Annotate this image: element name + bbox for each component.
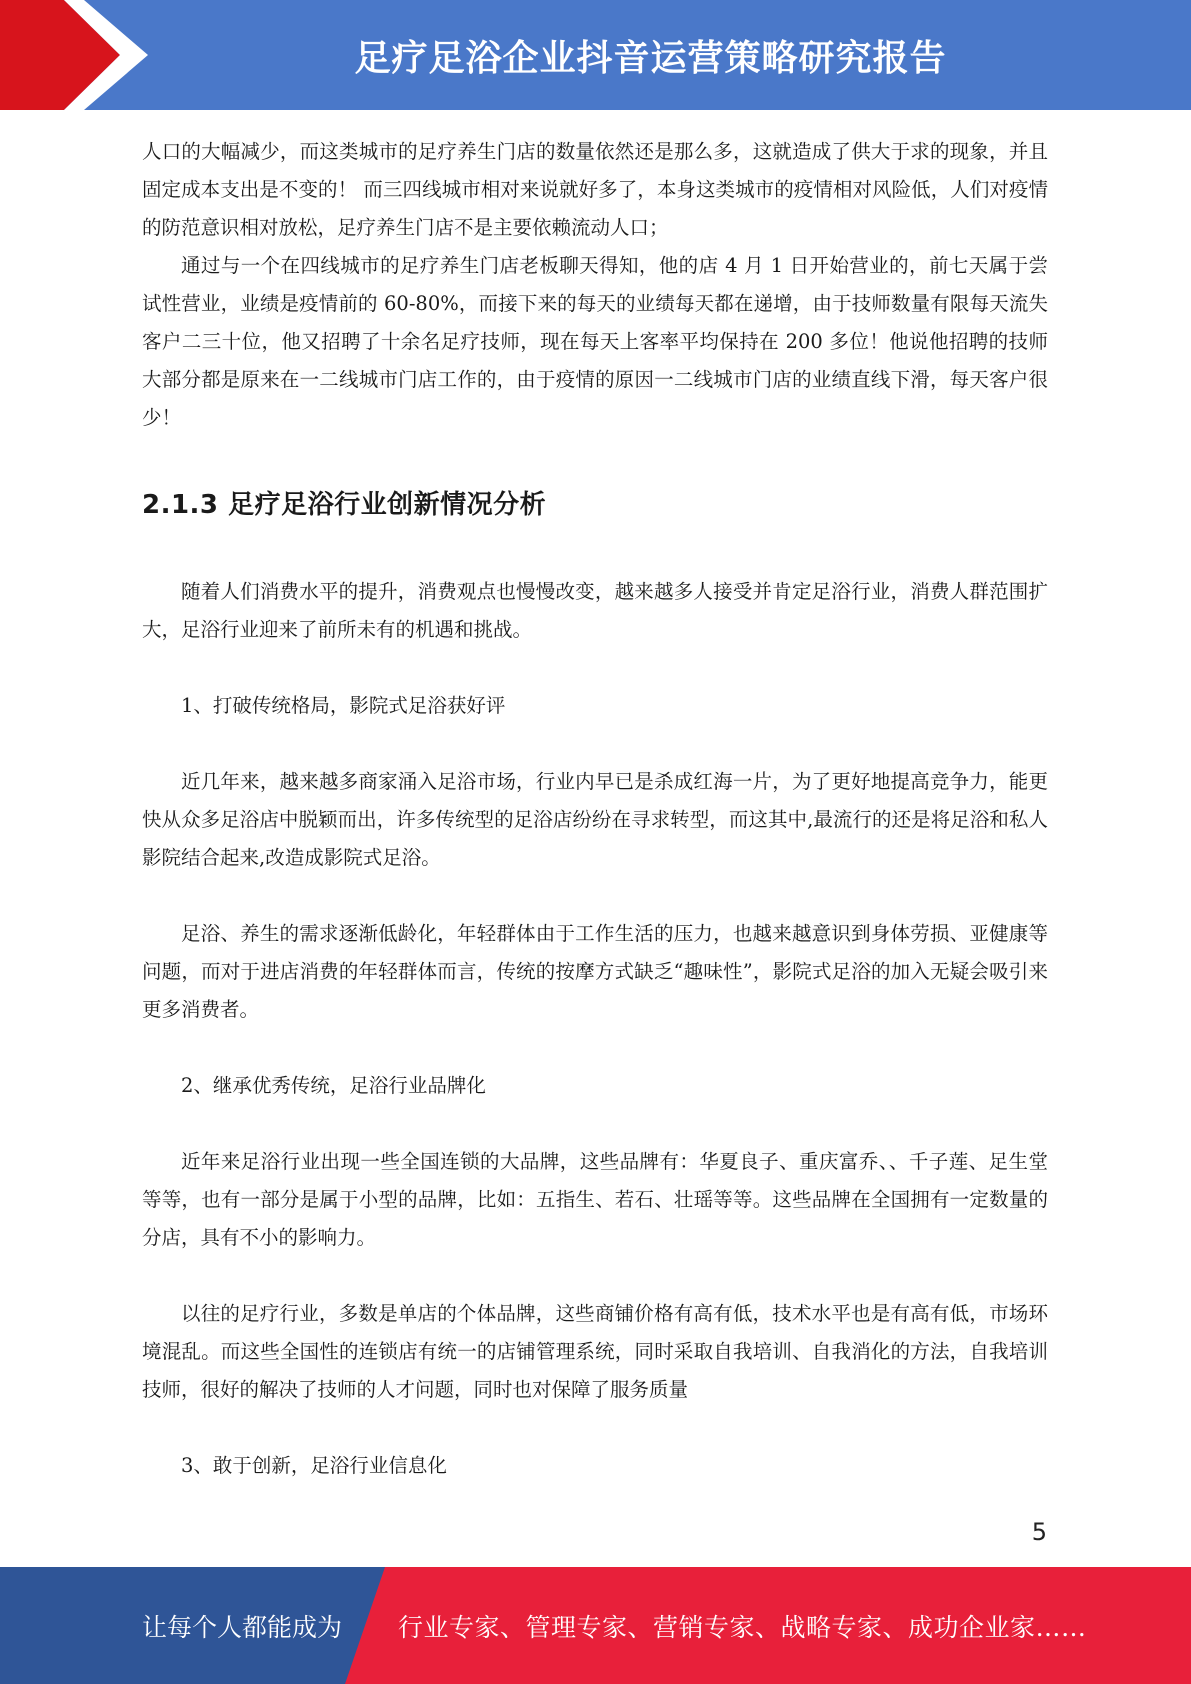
- list-item-heading: 1、打破传统格局，影院式足浴获好评: [181, 694, 506, 717]
- list-item-heading: 3、敢于创新，足浴行业信息化: [181, 1454, 447, 1477]
- paragraph: 近年来足浴行业出现一些全国连锁的大品牌，这些品牌有：华夏良子、重庆富乔、、千子莲、足生堂等等，也有一部分是属于小型的品牌，比如：五指生、若石、壮瑶等等。这些品牌在全国拥有一定数量的分店，具有不小的影响力。: [142, 1150, 1048, 1249]
- footer-slogan-right: 行业专家、管理专家、营销专家、战略专家、成功企业家……: [398, 1612, 1087, 1642]
- paragraph-continued: 人口的大幅减少，而这类城市的足疗养生门店的数量依然还是那么多，这就造成了供大于求的现象，并且固定成本支出是不变的！ 而三四线城市相对来说就好多了，本身这类城市的疫情相对风险低，人们对疫情的防范意识相对放松，足疗养生门店不是主要依赖流动人口；: [142, 140, 1048, 239]
- paragraph: 足浴、养生的需求逐渐低龄化，年轻群体由于工作生活的压力，也越来越意识到身体劳损、亚健康等问题，而对于进店消费的年轻群体而言，传统的按摩方式缺乏“趣味性”，影院式足浴的加入无疑会吸引来更多消费者。: [142, 922, 1048, 1021]
- page-footer: [0, 1567, 1191, 1684]
- list-item-heading: 2、继承优秀传统，足浴行业品牌化: [181, 1074, 486, 1097]
- paragraph: 随着人们消费水平的提升，消费观点也慢慢改变，越来越多人接受并肯定足浴行业，消费人群范围扩大，足浴行业迎来了前所未有的机遇和挑战。: [142, 580, 1048, 641]
- page-number: 5: [1031, 1518, 1047, 1546]
- paragraph: 以往的足疗行业，多数是单店的个体品牌，这些商铺价格有高有低，技术水平也是有高有低，市场环境混乱。而这些全国性的连锁店有统一的店铺管理系统，同时采取自我培训、自我消化的方法，自我培训技师，很好的解决了技师的人才问题，同时也对保障了服务质量: [142, 1302, 1048, 1401]
- section-heading: 2.1.3 足疗足浴行业创新情况分析: [142, 490, 547, 520]
- paragraph: 通过与一个在四线城市的足疗养生门店老板聊天得知，他的店 4 月 1 日开始营业的，前七天属于尝试性营业，业绩是疫情前的 60-80%，而接下来的每天的业绩每天都在递增，由于技师数量有限每天流失客户二三十位，他又招聘了十余名足疗技师，现在每天上客率平均保持在 200 多位！他说他招聘的技师大部分都是原来在一二线城市门店工作的，由于疫情的原因一二线城市门店的业绩直线下滑，每天客户很少！: [142, 254, 1048, 429]
- report-title: 足疗足浴企业抖音运营策略研究报告: [354, 37, 947, 79]
- document-body: [142, 133, 1048, 1485]
- header-arrow-decoration: [0, 0, 160, 110]
- footer-slogan-left: 让每个人都能成为: [142, 1612, 343, 1642]
- paragraph: 近几年来，越来越多商家涌入足浴市场，行业内早已是杀成红海一片，为了更好地提高竞争力，能更快从众多足浴店中脱颖而出，许多传统型的足浴店纷纷在寻求转型，而这其中,最流行的还是将足浴和私人影院结合起来,改造成影院式足浴。: [142, 770, 1048, 869]
- page-header: [0, 0, 1191, 110]
